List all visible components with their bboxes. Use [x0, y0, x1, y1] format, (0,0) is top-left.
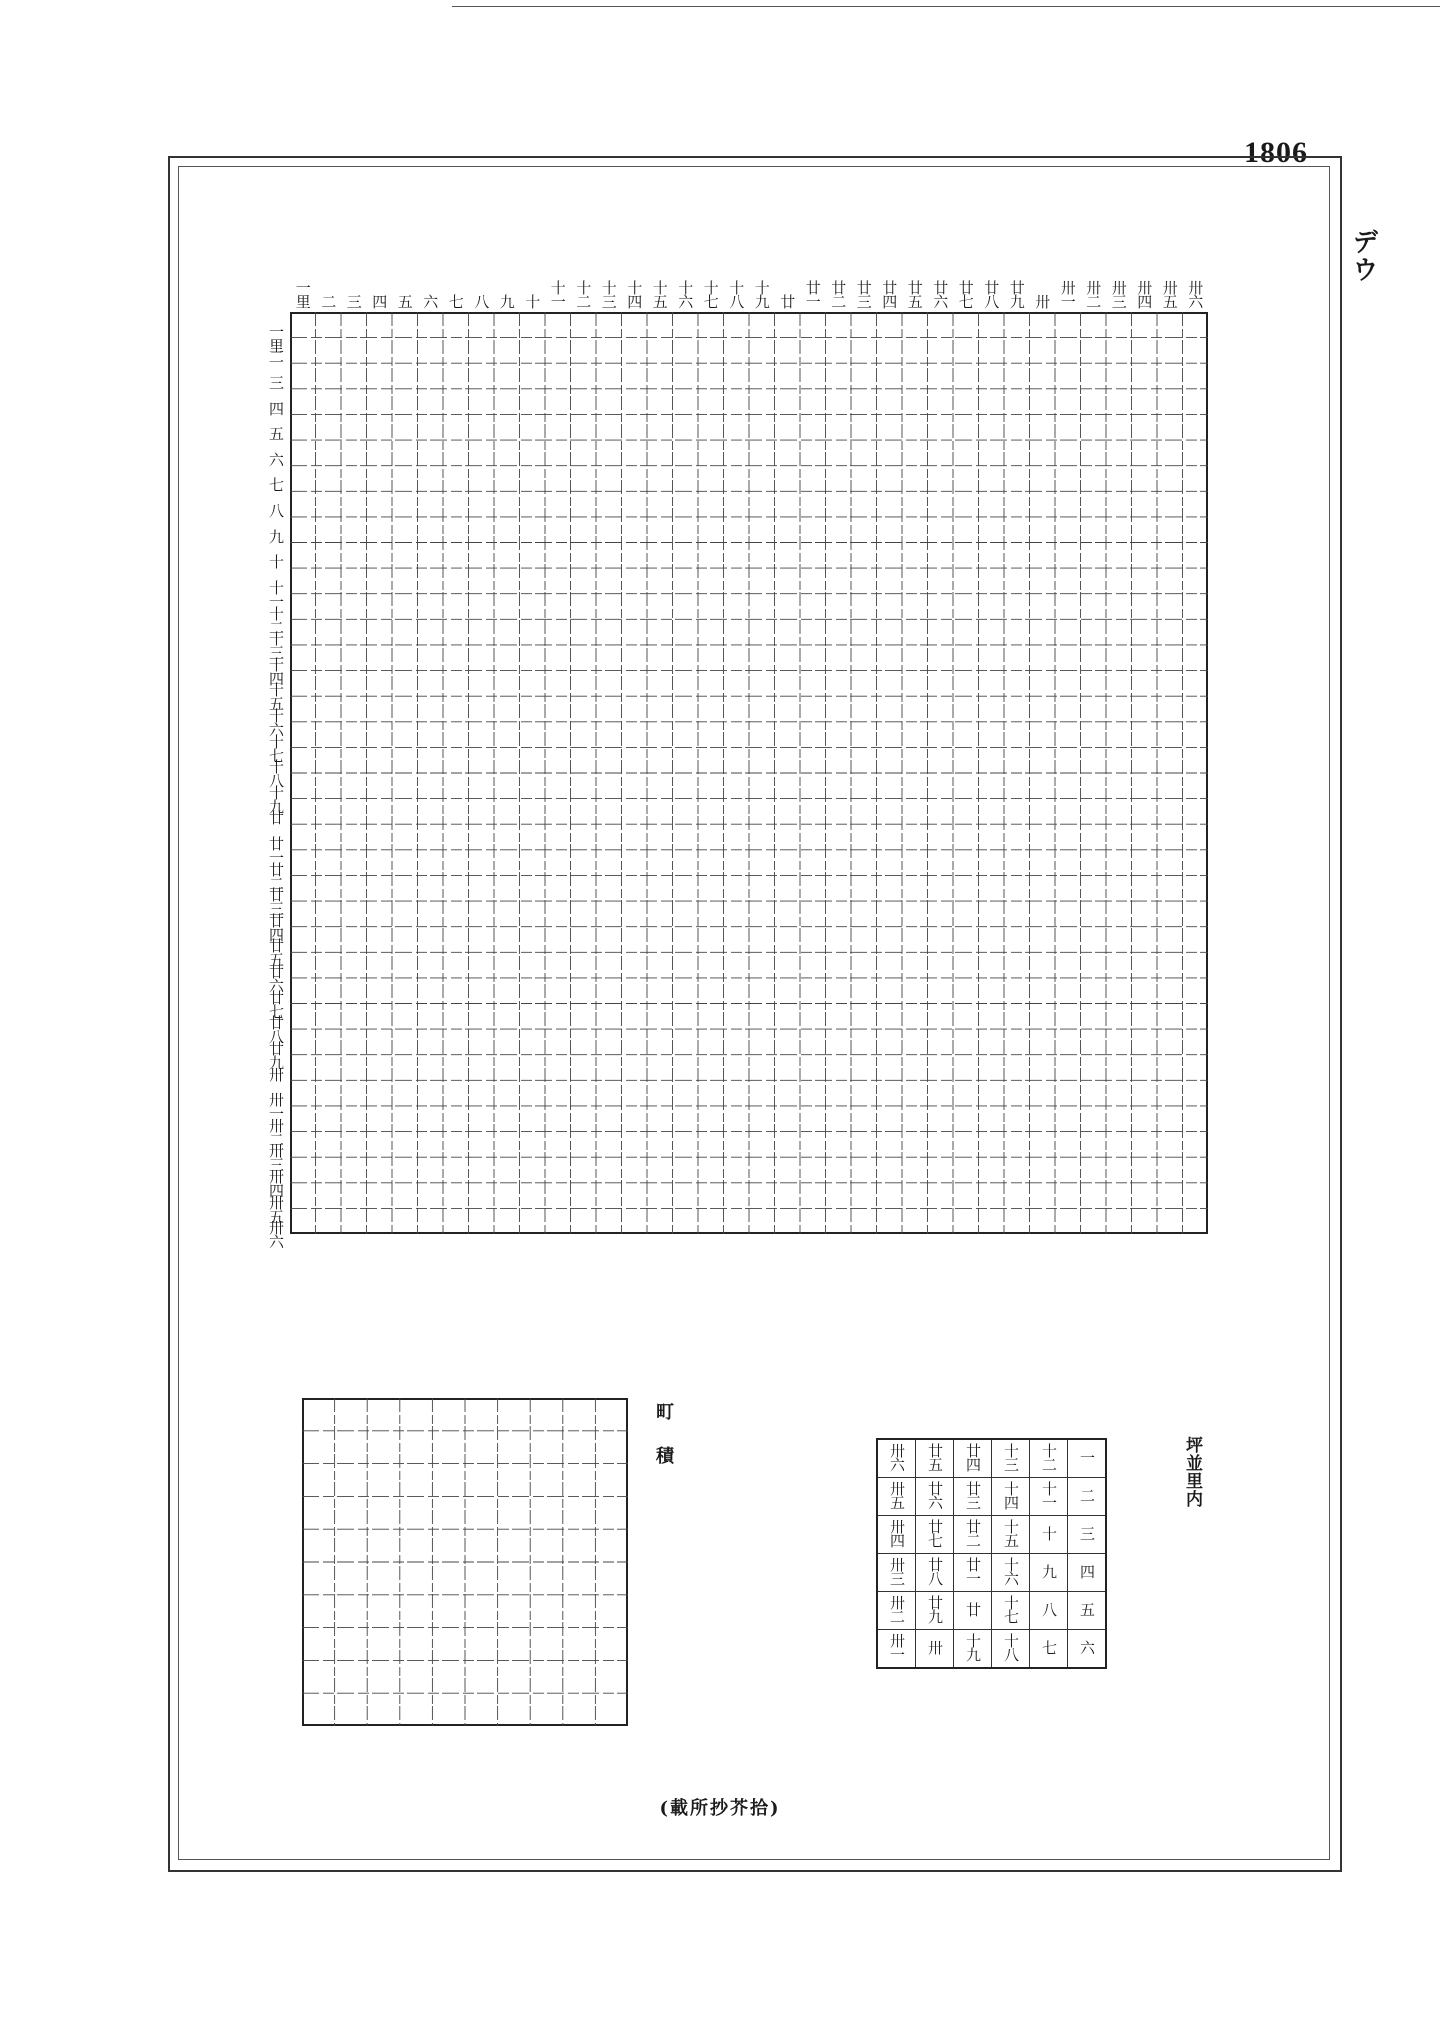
row-label: 七 [267, 477, 285, 492]
column-label: 廿一 [803, 280, 822, 308]
main-grid-row-labels [228, 320, 286, 1249]
main-grid-lines [290, 312, 1208, 1234]
reference-table-cell-label: 十四 [1002, 1480, 1020, 1509]
reference-table-row [877, 1478, 1106, 1516]
reference-table-cell-label: 十五 [1002, 1518, 1020, 1547]
reference-table-cell [992, 1439, 1030, 1478]
row-label: 廿九 [267, 1040, 285, 1069]
row-label: 六 [267, 451, 285, 466]
reference-table-cell-label: 廿五 [926, 1442, 944, 1471]
row-label: 一里 [267, 323, 285, 352]
row-label: 卅 [267, 1066, 285, 1081]
reference-table-cell [954, 1592, 992, 1630]
reference-table-cell [954, 1439, 992, 1478]
column-label: 卅三 [1109, 280, 1128, 308]
reference-table-cell [877, 1592, 916, 1630]
row-label: 十五 [267, 682, 285, 711]
reference-table-cell-label: 一 [1078, 1450, 1096, 1464]
reference-table-cell [916, 1478, 954, 1516]
reference-table-cell [1068, 1630, 1107, 1669]
reference-table-cell [1030, 1439, 1068, 1478]
reference-table-cell-label: 廿八 [926, 1556, 944, 1585]
reference-table-cell-label: 卅 [926, 1640, 944, 1654]
reference-table-cell [877, 1439, 916, 1478]
reference-table-cell [992, 1478, 1030, 1516]
row-label: 廿二 [267, 861, 285, 890]
reference-table-cell-label: 卅三 [888, 1556, 906, 1585]
column-label: 廿八 [982, 280, 1001, 308]
reference-table-cell [877, 1516, 916, 1554]
row-label: 廿八 [267, 1015, 285, 1044]
row-label: 廿七 [267, 989, 285, 1018]
reference-table-cell-label: 七 [1040, 1640, 1058, 1654]
reference-table-cell [954, 1630, 992, 1669]
column-label: 廿二 [829, 280, 848, 308]
row-label: 卅二 [267, 1117, 285, 1146]
column-label: 三 [344, 294, 363, 308]
column-label: 十三 [599, 280, 618, 308]
column-label: 十八 [727, 280, 746, 308]
column-label: 卅一 [1058, 280, 1077, 308]
small-grid [302, 1398, 628, 1726]
column-label: 廿 [778, 294, 797, 308]
reference-table-cell [916, 1516, 954, 1554]
reference-table-cell [916, 1554, 954, 1592]
reference-table-cell-label: 卅五 [888, 1480, 906, 1509]
main-grid-column-labels [286, 258, 1208, 308]
reference-table-cell [1030, 1630, 1068, 1669]
row-label: 三 [267, 375, 285, 390]
column-label: 廿四 [880, 280, 899, 308]
column-label: 八 [472, 294, 491, 308]
row-label: 四 [267, 400, 285, 415]
page-number: 1806 [1244, 136, 1308, 169]
row-label: 卅一 [267, 1092, 285, 1121]
column-label: 十五 [650, 280, 669, 308]
column-label: 廿七 [956, 280, 975, 308]
reference-table-cell [916, 1630, 954, 1669]
reference-table-cell [1068, 1478, 1107, 1516]
small-grid-lines [302, 1398, 628, 1726]
reference-table-row [877, 1554, 1106, 1592]
column-label: 卅二 [1084, 280, 1103, 308]
reference-table-cell [992, 1554, 1030, 1592]
reference-table-cell-label: 卅一 [888, 1632, 906, 1661]
reference-table-cell [1068, 1554, 1107, 1592]
reference-table-cell [1030, 1554, 1068, 1592]
row-label: 十九 [267, 784, 285, 813]
reference-table-cell-label: 十三 [1002, 1442, 1020, 1471]
row-label: 廿三 [267, 887, 285, 916]
reference-table-cell-label: 八 [1040, 1602, 1058, 1616]
column-label: 十六 [676, 280, 695, 308]
row-label: 廿一 [267, 836, 285, 865]
reference-table-row [877, 1630, 1106, 1669]
reference-table-cell-label: 五 [1078, 1602, 1096, 1616]
row-label: 八 [267, 503, 285, 518]
reference-table-cell [1030, 1478, 1068, 1516]
row-label: 十 [267, 554, 285, 569]
reference-table-cell [877, 1554, 916, 1592]
row-label: 十七 [267, 733, 285, 762]
reference-table-cell [877, 1630, 916, 1669]
reference-table-cell-label: 廿四 [964, 1442, 982, 1471]
row-label: 十六 [267, 707, 285, 736]
row-label: 卅六 [267, 1220, 285, 1249]
row-label: 廿 [267, 810, 285, 825]
row-label: 十一 [267, 579, 285, 608]
reference-table-cell-label: 卅四 [888, 1518, 906, 1547]
column-label: 二 [319, 294, 338, 308]
reference-table-cell [992, 1516, 1030, 1554]
reference-table-cell-label: 十八 [1002, 1632, 1020, 1661]
reference-table-cell-label: 二 [1078, 1488, 1096, 1502]
reference-table-cell-label: 廿六 [926, 1480, 944, 1509]
reference-table-cell-label: 廿三 [964, 1480, 982, 1509]
row-label: 廿五 [267, 938, 285, 967]
reference-table-cell-label: 十九 [964, 1632, 982, 1661]
row-label: 十三 [267, 631, 285, 660]
reference-table-cell-label: 十六 [1002, 1556, 1020, 1585]
column-label: 十二 [574, 280, 593, 308]
row-label: 卅五 [267, 1194, 285, 1223]
reference-table-cell [1030, 1592, 1068, 1630]
reference-table-cell-label: 廿七 [926, 1518, 944, 1547]
column-label: 七 [446, 294, 465, 308]
row-label: 廿四 [267, 912, 285, 941]
reference-table [876, 1438, 1107, 1669]
reference-table-cell [916, 1592, 954, 1630]
reference-table-cell-label: 廿二 [964, 1518, 982, 1547]
column-label: 五 [395, 294, 414, 308]
row-label: 卅四 [267, 1168, 285, 1197]
reference-table-row [877, 1516, 1106, 1554]
row-label: 十四 [267, 656, 285, 685]
row-label: 五 [267, 426, 285, 441]
reference-table-cell [954, 1516, 992, 1554]
main-grid [290, 312, 1208, 1234]
column-label: 廿五 [905, 280, 924, 308]
column-label: 卅五 [1160, 280, 1179, 308]
reference-table-cell [992, 1592, 1030, 1630]
reference-table-cell-label: 六 [1078, 1640, 1096, 1654]
column-label: 六 [421, 294, 440, 308]
reference-table-cell-label: 廿九 [926, 1594, 944, 1623]
reference-table-cell [877, 1478, 916, 1516]
reference-table-title: 坪並里内 [1182, 1436, 1202, 1508]
reference-table-cell-label: 四 [1078, 1564, 1096, 1578]
column-label: 廿九 [1007, 280, 1026, 308]
column-label: 十七 [701, 280, 720, 308]
row-label: 卅三 [267, 1143, 285, 1172]
column-label: 十一 [548, 280, 567, 308]
source-caption: (載所抄芥拾) [659, 1798, 781, 1819]
column-label: 一里 [293, 280, 312, 308]
row-label: 二 [267, 349, 285, 364]
reference-table-cell [1030, 1516, 1068, 1554]
column-label: 卅 [1033, 294, 1052, 308]
row-label: 九 [267, 528, 285, 543]
row-label: 十二 [267, 605, 285, 634]
column-label: 十九 [752, 280, 771, 308]
column-label: 卅四 [1135, 280, 1154, 308]
reference-table-cell-label: 十七 [1002, 1594, 1020, 1623]
column-label: 十 [523, 294, 542, 308]
reference-table-cell [992, 1630, 1030, 1669]
column-label: 四 [370, 294, 389, 308]
reference-table-cell-label: 卅六 [888, 1442, 906, 1471]
column-label: 廿六 [931, 280, 950, 308]
reference-table-cell [1068, 1592, 1107, 1630]
reference-table-row [877, 1592, 1106, 1630]
top-rule [452, 6, 1440, 7]
reference-table-cell-label: 廿 [964, 1602, 982, 1616]
reference-table-cell-label: 十一 [1040, 1480, 1058, 1509]
side-title: デウ [1348, 228, 1378, 284]
reference-table-cell-label: 廿一 [964, 1556, 982, 1585]
small-grid-label: 町積 [653, 1402, 674, 1490]
reference-table-cell-label: 卅二 [888, 1594, 906, 1623]
reference-table-cell-label: 九 [1040, 1564, 1058, 1578]
reference-table-cell-label: 三 [1078, 1526, 1096, 1540]
reference-table-cell-label: 十二 [1040, 1442, 1058, 1471]
reference-table-cell [1068, 1439, 1107, 1478]
reference-table-cell [954, 1554, 992, 1592]
column-label: 十四 [625, 280, 644, 308]
reference-table-cell-label: 十 [1040, 1526, 1058, 1540]
column-label: 廿三 [854, 280, 873, 308]
reference-table-row [877, 1439, 1106, 1478]
reference-table-cell [954, 1478, 992, 1516]
column-label: 九 [497, 294, 516, 308]
reference-table-cell [1068, 1516, 1107, 1554]
column-label: 卅六 [1186, 280, 1205, 308]
row-label: 廿六 [267, 964, 285, 993]
reference-table-cell [916, 1439, 954, 1478]
row-label: 十八 [267, 759, 285, 788]
